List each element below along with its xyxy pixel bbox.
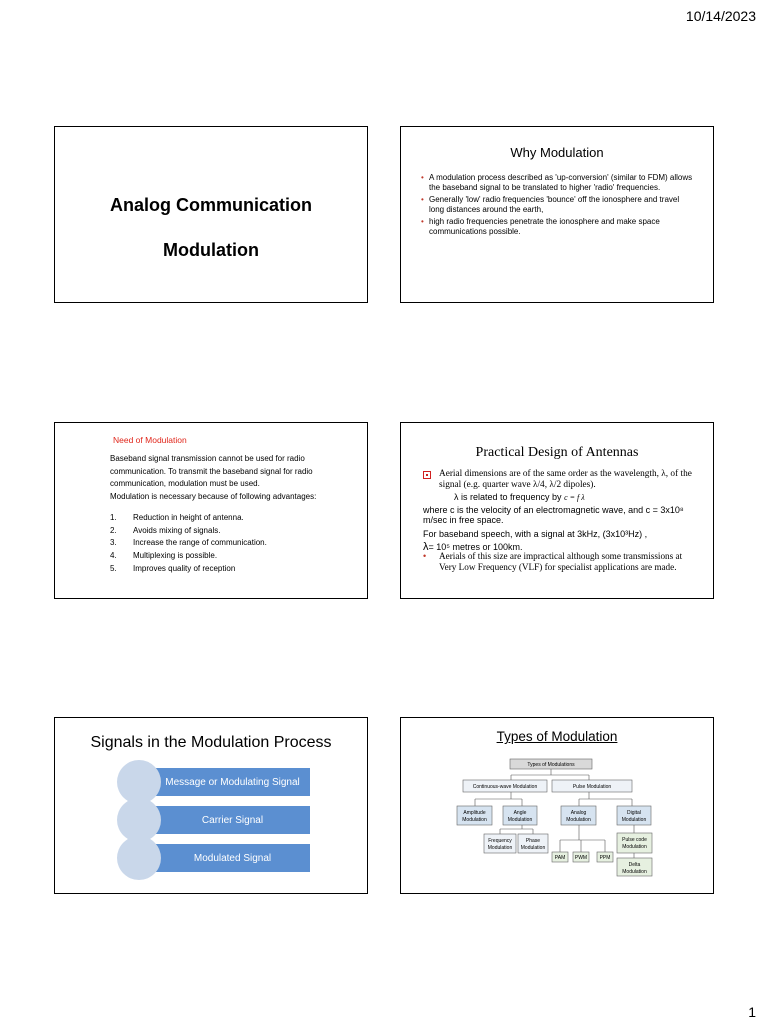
slide-signals-modulation-process <box>54 717 368 894</box>
list-number: 2. <box>110 525 117 535</box>
node-angle-l1: Angle <box>513 810 527 816</box>
node-amplitude-l1: Amplitude <box>463 810 486 816</box>
text-line-5-value: = 10⁵ metres or 100km. <box>428 542 523 552</box>
node-continuous-wave: Continuous-wave Modulation <box>472 784 538 790</box>
advantages-list <box>110 513 267 576</box>
node-pwm: PWM <box>574 855 588 861</box>
node-delta-l1: Delta <box>628 862 641 868</box>
slide-title: Why Modulation <box>510 145 604 160</box>
list-item <box>110 538 267 551</box>
paragraph-2: Modulation is necessary because of following advantages: <box>110 491 317 501</box>
list-number: 5. <box>110 563 117 573</box>
text-line-3: where c is the velocity of an electromagnetic wave, and c = 3x10⁸ m/sec in free space. <box>423 505 684 525</box>
node-pcm-l1: Pulse code <box>622 837 647 843</box>
list-text: Increase the range of communication. <box>133 538 267 548</box>
signal-item-carrier: Carrier Signal <box>155 806 310 834</box>
list-item: • Generally 'low' radio frequencies 'bounce' off the ionosphere and travel long distances around the earth, <box>423 195 695 214</box>
slide-heading: Need of Modulation <box>113 435 187 445</box>
header-date: 10/14/2023 <box>685 8 756 24</box>
bullet-list <box>423 173 695 240</box>
node-root: Types of Modulations <box>527 762 575 768</box>
lambda-symbol: λ <box>423 541 429 553</box>
page-number: 1 <box>748 1004 756 1020</box>
slide-practical-design-antennas <box>400 422 714 599</box>
node-amplitude-l2: Modulation <box>462 817 487 823</box>
wavelength-formula: c = f λ <box>564 493 585 502</box>
slide-title: Practical Design of Antennas <box>475 445 639 460</box>
node-phase-l1: Phase <box>525 838 541 844</box>
node-analog-l1: Analog <box>570 810 587 816</box>
list-item: • high radio frequencies penetrate the ionosphere and make space communications possible. <box>423 217 695 236</box>
node-digital-l1: Digital <box>627 810 641 816</box>
node-frequency-l1: Frequency <box>488 838 512 844</box>
node-pam: PAM <box>554 855 566 861</box>
slide-subtitle: Modulation <box>163 240 259 260</box>
modulation-tree-diagram <box>401 718 714 894</box>
list-text: Multiplexing is possible. <box>133 551 218 561</box>
node-phase-l2: Modulation <box>520 845 546 851</box>
list-item <box>110 564 267 577</box>
signal-item-message: Message or Modulating Signal <box>155 768 310 796</box>
slide-title: Signals in the Modulation Process <box>90 734 332 751</box>
list-text: Avoids mixing of signals. <box>133 525 221 535</box>
list-item: • A modulation process described as 'up-conversion' (similar to FDM) allows the baseband signal to be translated to higher 'radio' frequencies. <box>423 173 695 192</box>
slide-title: Types of Modulation <box>496 729 618 744</box>
slide-why-modulation <box>400 126 714 303</box>
node-ppm: PPM <box>599 855 611 861</box>
node-pcm-l2: Modulation <box>622 844 647 850</box>
paragraph-1: Baseband signal transmission cannot be used for radio communication. To transmit the baseband signal for radio communication, modulation must be used. <box>110 454 313 489</box>
slide-paragraph <box>110 453 337 503</box>
square-bullet-icon <box>423 471 431 479</box>
node-angle-l2: Modulation <box>507 817 533 823</box>
text-line-2 <box>454 492 585 502</box>
slide-need-of-modulation <box>54 422 368 599</box>
node-pulse: Pulse Modulation <box>572 784 612 790</box>
node-analog-l2: Modulation <box>566 817 591 823</box>
text-line-4: For baseband speech, with a signal at 3kHz, (3x10³Hz) , <box>423 529 648 539</box>
text-line-1: Aerial dimensions are of the same order as the wavelength, λ, of the signal (e.g. quarter wave λ/4, λ/2 dipoles). <box>439 469 692 490</box>
list-item <box>110 551 267 564</box>
list-number: 4. <box>110 551 117 561</box>
list-number: 1. <box>110 513 117 522</box>
list-text: Reduction in height of antenna. <box>133 513 244 522</box>
slide-title: Analog Communication <box>110 195 312 215</box>
node-digital-l2: Modulation <box>621 817 647 823</box>
text-line-6: Aerials of this size are impractical although some transmissions at Very Low Frequency (VLF) for specialist applications are made. <box>439 551 683 572</box>
text-line-2-label: λ is related to frequency by <box>454 492 562 502</box>
node-delta-l2: Modulation <box>622 869 647 875</box>
bullet-dot-icon: • <box>423 551 427 561</box>
node-frequency-l2: Modulation <box>487 845 513 851</box>
list-item <box>110 513 267 526</box>
list-text: Improves quality of reception <box>133 563 236 573</box>
list-number: 3. <box>110 538 117 548</box>
slide-types-of-modulation <box>400 717 714 894</box>
circle-marker <box>117 836 161 880</box>
slide-analog-communication <box>54 126 368 303</box>
signal-item-modulated: Modulated Signal <box>155 844 310 872</box>
list-item <box>110 526 267 539</box>
